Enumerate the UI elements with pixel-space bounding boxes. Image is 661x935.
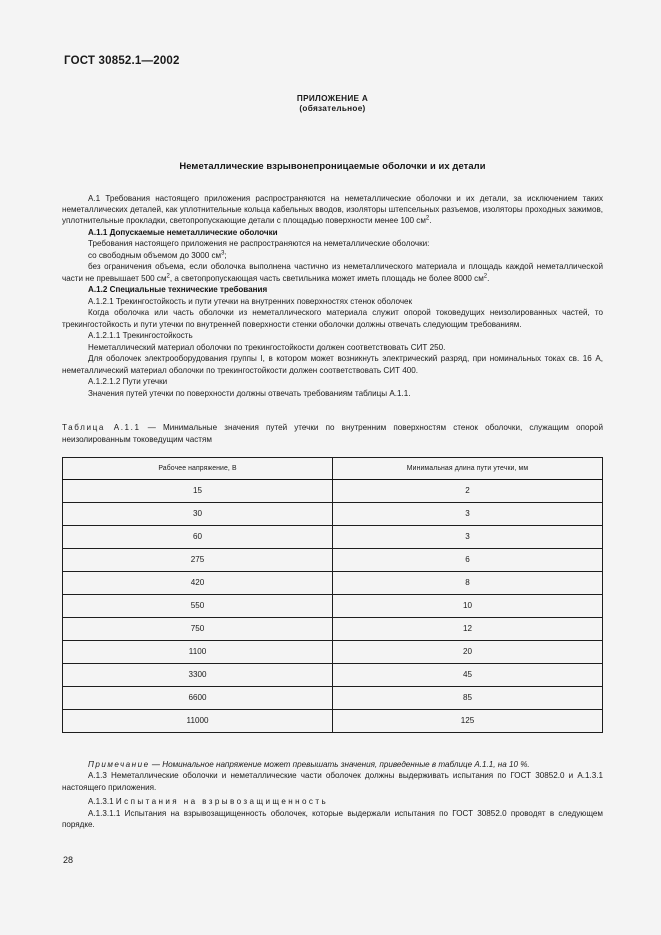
table-row: [63, 479, 603, 502]
cell-voltage: 6600: [63, 686, 333, 709]
cell-voltage: 550: [63, 594, 333, 617]
paragraph-a1211-2-text: Для оболочек электрооборудования группы I, в котором может возникнуть электрический разряд, при номинальных токах св. 16 А, неметаллический материал оболочки по трекингостойкости должен соответствовать СИТ 400.: [62, 354, 603, 375]
table-row: [63, 502, 603, 525]
annex-title: ПРИЛОЖЕНИЕ А: [296, 94, 369, 103]
cell-voltage: 275: [63, 548, 333, 571]
table-caption-dash: —: [147, 423, 156, 433]
cell-voltage: 60: [63, 525, 333, 548]
cell-leakage: 10: [333, 594, 603, 617]
heading-a131-text: Испытания на взрывозащищенность: [115, 797, 329, 807]
cell-voltage: 420: [63, 571, 333, 594]
table-header-row: [63, 457, 603, 479]
line-a1211-1-text: Неметаллический материал оболочки по трекингостойкости должен соответствовать СИТ 250.: [88, 342, 446, 352]
note-label: Примечание: [88, 759, 150, 769]
line-a121: [62, 296, 603, 307]
line-a1211-1: [62, 342, 603, 353]
table-header-leakage: Минимальная длина пути утечки, мм: [333, 457, 603, 479]
line-a121-text: А.1.2.1 Трекингостойкость и пути утечки на внутренних поверхностях стенок оболочек: [88, 296, 413, 306]
superscript-area-unit: 2: [425, 215, 430, 222]
table-row: [63, 617, 603, 640]
standard-number-header: ГОСТ 30852.1—2002: [64, 55, 180, 67]
annex-heading-block: [62, 94, 603, 115]
line-a1212: [62, 388, 603, 399]
cell-voltage: 1100: [63, 640, 333, 663]
line-a11-2: [62, 250, 603, 261]
table-caption-block: [62, 422, 603, 445]
heading-a1211-text: А.1.2.1.1 Трекингостойкость: [88, 331, 193, 341]
cell-voltage: 30: [63, 502, 333, 525]
line-a11-1-text: Требования настоящего приложения не распространяются на неметаллические оболочки:: [88, 239, 430, 249]
cell-voltage: 3300: [63, 663, 333, 686]
cell-leakage: 20: [333, 640, 603, 663]
table-row: [63, 594, 603, 617]
paragraph-a1211-2: [62, 353, 603, 376]
paragraph-a121-text: Когда оболочка или часть оболочки из неметаллического материала служит опорой токоведущих неизолированных частей, то трекингостойкость и пути утечки по внутренней поверхности стенки оболочки должны отвечать следующим требованиям.: [62, 308, 603, 329]
paragraph-a13: [62, 770, 603, 793]
table-caption-text: Минимальные значения путей утечки по внутренним поверхностям стенок оболочки, служащим опорой неизолированным токоведущим частям: [62, 423, 604, 444]
paragraph-a1-intro-tail: .: [429, 216, 432, 226]
cell-leakage: 3: [333, 525, 603, 548]
heading-a1212: [62, 376, 603, 387]
table-caption-label: Таблица А.1.1: [62, 423, 141, 433]
paragraph-a11-3: [62, 261, 603, 284]
superscript-area-unit-2: 2: [166, 273, 170, 280]
heading-a11: [62, 227, 603, 238]
note-text: Номинальное напряжение может превышать значения, приведенные в таблице А.1.1, на 10 %.: [162, 759, 530, 769]
leakage-path-table: [62, 457, 603, 733]
table-row: [63, 571, 603, 594]
cell-leakage: 85: [333, 686, 603, 709]
heading-a1212-text: А.1.2.1.2 Пути утечки: [88, 377, 168, 387]
table-row: [63, 640, 603, 663]
table-note-block: [62, 759, 603, 771]
paragraph-a11-3-tail: .: [487, 273, 490, 283]
paragraph-a13-text: А.1.3 Неметаллические оболочки и неметаллические части оболочек должны выдерживать испытания по ГОСТ 30852.0 и А.1.3.1 настоящего приложения.: [62, 771, 603, 792]
paragraph-a11-3-pre: без ограничения объема, если оболочка выполнена частично из неметаллического материала и площадь каждой неметаллической части не превышает 500 см: [62, 262, 603, 283]
superscript-volume-unit: 3: [221, 250, 225, 257]
cell-leakage: 6: [333, 548, 603, 571]
page-number: 28: [63, 855, 74, 865]
table-head: [63, 457, 603, 479]
paragraph-a11-3-mid: , а светопропускающая часть светильника может иметь площадь не более 8000 см: [169, 273, 484, 283]
table-body: [63, 479, 603, 732]
paragraph-a1-intro: [62, 193, 603, 227]
paragraph-a1311-text: А.1.3.1.1 Испытания на взрывозащищенность оболочек, которые выдержали испытания по ГОСТ 30852.0 проводят в следующем порядке.: [62, 808, 603, 830]
table-header-voltage: Рабочее напряжение, В: [63, 457, 333, 479]
table-caption: [62, 422, 603, 445]
paragraph-a1-intro-text: А.1 Требования настоящего приложения распространяются на неметаллические оболочки и их детали, за исключением таких неметаллических деталей, как уплотнительные кольца кабельных вводов, изоляторы штепсельных разъемов, изоляторы проходных зажимов, уплотнительные прокладки, светопропускающие детали с площадью поверхности менее 100 см: [62, 193, 603, 226]
table-row: [63, 525, 603, 548]
cell-leakage: 3: [333, 502, 603, 525]
cell-leakage: 45: [333, 663, 603, 686]
cell-voltage: 15: [63, 479, 333, 502]
cell-voltage: 750: [63, 617, 333, 640]
line-a1212-text: Значения путей утечки по поверхности должны отвечать требованиям таблицы А.1.1.: [88, 388, 411, 398]
line-a11-2-tail: ;: [224, 250, 227, 260]
cell-voltage: 11000: [63, 709, 333, 732]
paragraph-a121: [62, 307, 603, 330]
table-row: [63, 709, 603, 732]
line-a11-2-text: со свободным объемом до 3000 см: [88, 250, 222, 260]
section-title: Неметаллические взрывонепроницаемые оболочки и их детали: [179, 159, 486, 171]
heading-a1211: [62, 330, 603, 341]
page-content: [62, 55, 603, 831]
paragraph-a1311: [62, 808, 603, 831]
cell-leakage: 125: [333, 709, 603, 732]
cell-leakage: 8: [333, 571, 603, 594]
cell-leakage: 2: [333, 479, 603, 502]
table-row: [63, 686, 603, 709]
heading-a131: [62, 796, 603, 807]
heading-a12: [62, 284, 603, 295]
annex-subtitle: (обязательное): [299, 104, 366, 114]
line-a11-1: [62, 238, 603, 249]
heading-a11-text: А.1.1 Допускаемые неметаллические оболочки: [88, 227, 278, 237]
superscript-area-unit-3: 2: [483, 273, 488, 280]
table-row: [63, 663, 603, 686]
heading-a12-text: А.1.2 Специальные технические требования: [88, 285, 268, 295]
table-note: [62, 759, 603, 771]
heading-a131-number: А.1.3.1: [88, 797, 114, 807]
note-dash: —: [151, 759, 160, 769]
cell-leakage: 12: [333, 617, 603, 640]
table-row: [63, 548, 603, 571]
